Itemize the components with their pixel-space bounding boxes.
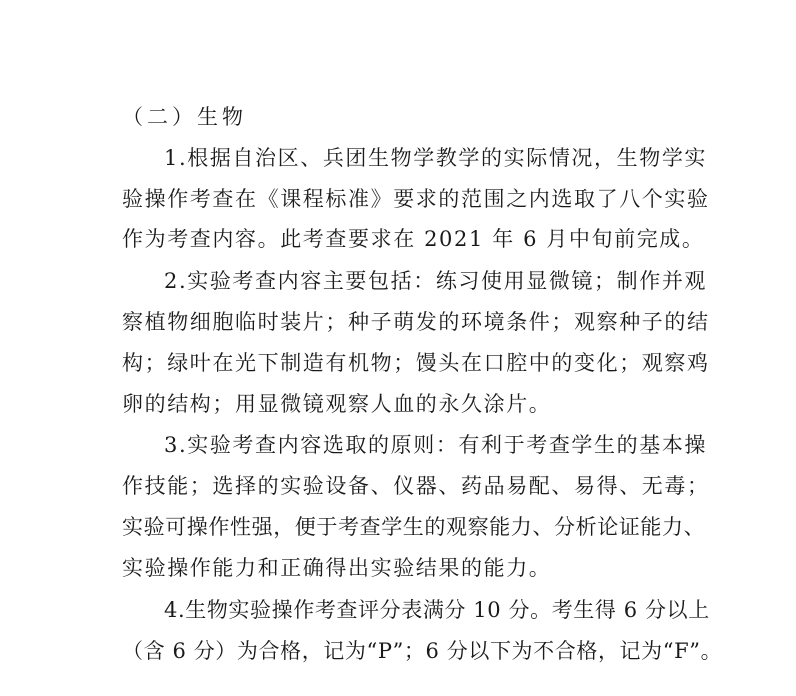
- paragraph-line: 3.实验考查内容选取的原则：有利于考查学生的基本操: [164, 433, 708, 457]
- paragraph-line: 察植物细胞临时装片；种子萌发的环境条件；观察种子的结: [122, 310, 710, 334]
- paragraph-line: 卵的结构；用显微镜观察人血的永久涂片。: [122, 392, 552, 416]
- paragraph-line: 1.根据自治区、兵团生物学教学的实际情况，生物学实: [164, 146, 708, 170]
- paragraph-line: 作技能；选择的实验设备、仪器、药品易配、易得、无毒；: [122, 474, 710, 498]
- paragraph-line: 实验可操作性强，便于考查学生的观察能力、分析论证能力、: [122, 515, 706, 539]
- section-heading: （二）生物: [122, 105, 247, 129]
- paragraph-line: 验操作考查在《课程标准》要求的范围之内选取了八个实验: [122, 187, 710, 211]
- paragraph-line: 4.生物实验操作考查评分表满分 10 分。考生得 6 分以上: [164, 598, 710, 622]
- paragraph-line: 作为考查内容。此考查要求在 2021 年 6 月中旬前完成。: [122, 227, 705, 251]
- paragraph-line: 实验操作能力和正确得出实验结果的能力。: [122, 556, 552, 580]
- paragraph-line: 构；绿叶在光下制造有机物；馒头在口腔中的变化；观察鸡: [122, 351, 710, 375]
- paragraph-line: （含 6 分）为合格，记为“P”；6 分以下为不合格，记为“F”。: [122, 639, 723, 663]
- paragraph-line: 2.实验考查内容主要包括：练习使用显微镜；制作并观: [164, 269, 708, 293]
